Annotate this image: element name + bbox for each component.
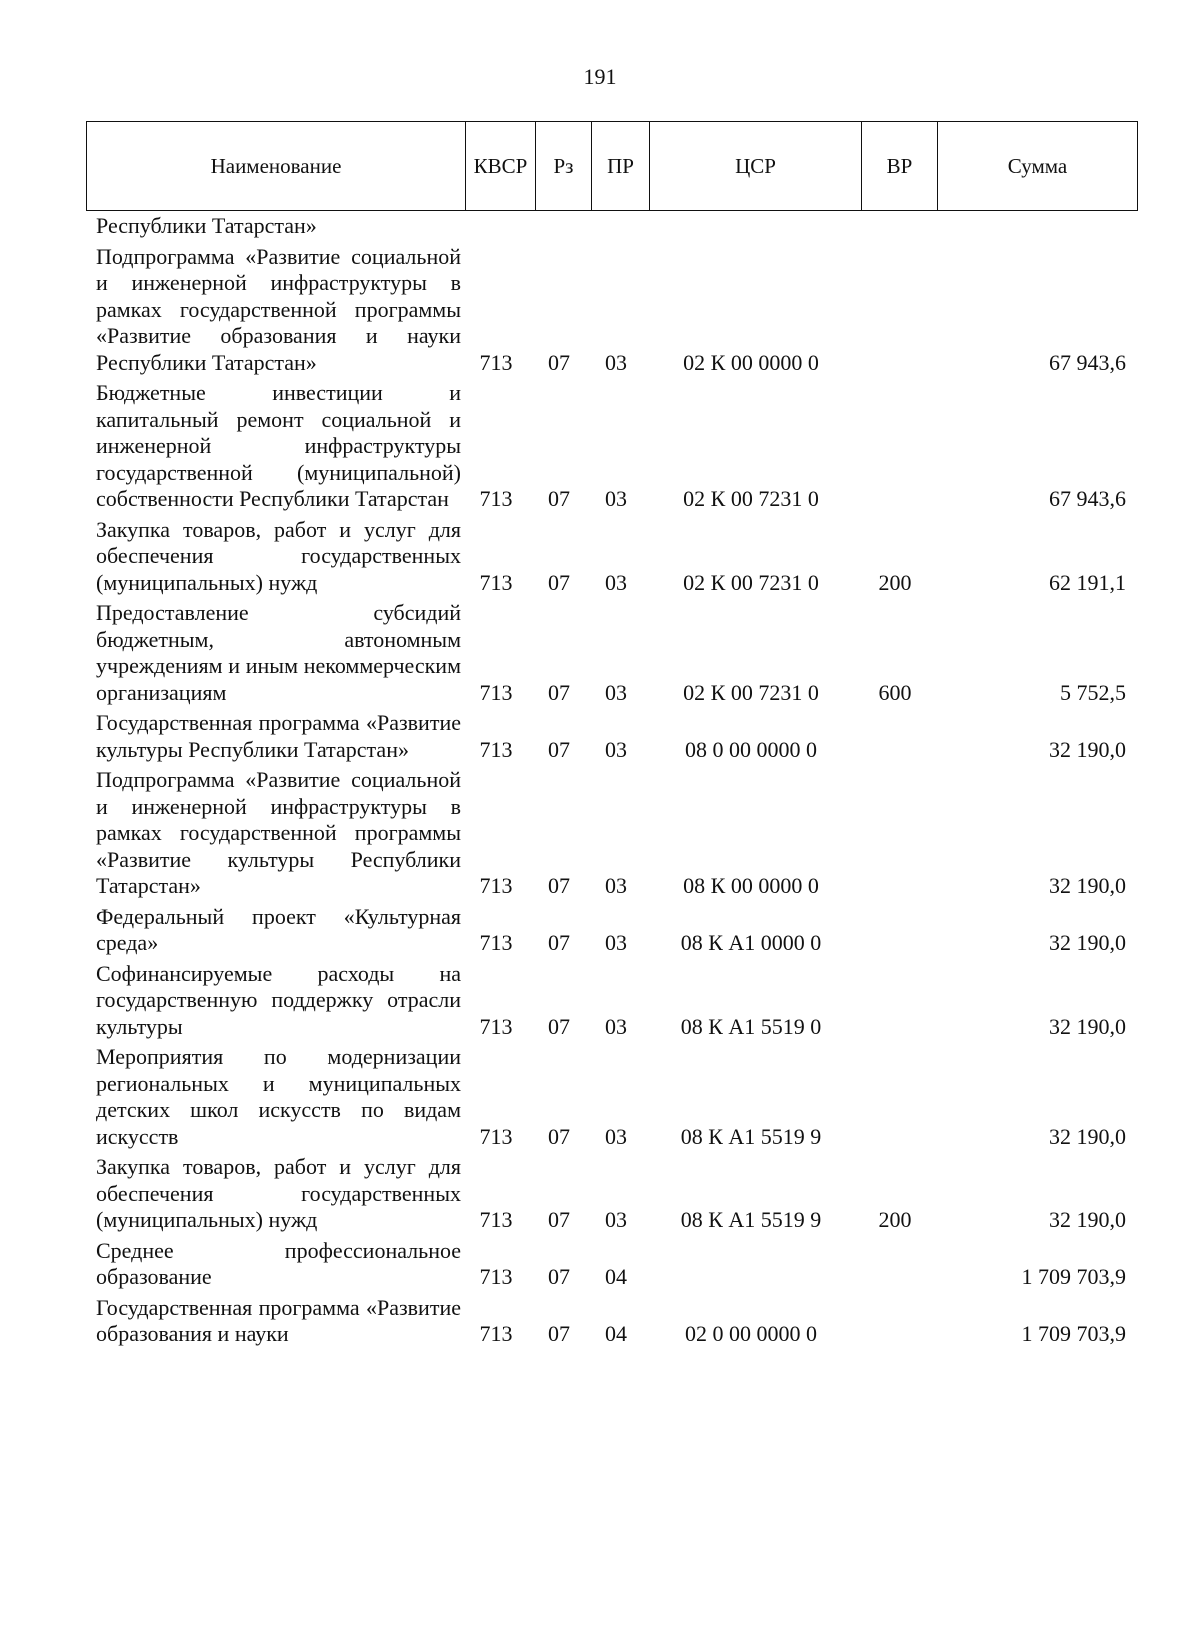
row-pr: 03	[605, 679, 627, 705]
row-sum: 32 190,0	[1049, 1207, 1126, 1232]
row-name: Закупка товаров, работ и услуг для обеспечения государственных (муниципальных) нужд	[96, 1154, 461, 1232]
row-rz: 07	[548, 930, 570, 955]
row-sum: 32 190,0	[1049, 873, 1126, 898]
row-kvsr: 713	[479, 349, 513, 375]
row-csr: 02 К 00 7231 0	[683, 486, 819, 511]
row-kvsr: 713	[479, 1207, 513, 1232]
row-pr: 03	[605, 1207, 627, 1232]
row-csr: 08 К 00 0000 0	[683, 873, 819, 898]
row-kvsr: 713	[479, 1123, 513, 1149]
page-number: 191	[583, 64, 617, 89]
row-name: Софинансируемые расходы на государственную поддержку отрасли культуры	[96, 960, 461, 1039]
table-row	[86, 961, 1138, 1041]
row-sum: 32 190,0	[1049, 1013, 1126, 1039]
table-body	[86, 213, 1138, 1352]
row-kvsr: 713	[479, 1264, 513, 1289]
row-pr: 03	[605, 1013, 627, 1039]
header-csr: ЦСР	[650, 122, 862, 210]
row-sum: 32 190,0	[1049, 930, 1126, 955]
row-csr: 02 К 00 0000 0	[683, 349, 819, 375]
row-name: Подпрограмма «Развитие социальной и инженерной инфраструктуры в рамках государственной программы «Развитие образования и науки Республики Татарстан»	[96, 243, 461, 375]
row-pr: 04	[605, 1264, 627, 1289]
row-vr: 200	[878, 569, 912, 595]
row-name: Республики Татарстан»	[96, 213, 317, 238]
row-kvsr: 713	[479, 679, 513, 705]
table-row	[86, 1154, 1138, 1234]
row-rz: 07	[548, 1013, 570, 1039]
row-kvsr: 713	[479, 873, 513, 898]
row-csr: 02 К 00 7231 0	[683, 679, 819, 705]
row-pr: 03	[605, 569, 627, 595]
row-sum: 62 191,1	[1049, 569, 1126, 595]
row-name: Федеральный проект «Культурная среда»	[96, 903, 461, 955]
row-rz: 07	[548, 1264, 570, 1289]
row-name: Подпрограмма «Развитие социальной и инженерной инфраструктуры в рамках государственной программы «Развитие культуры Республики Татарстан»	[96, 767, 461, 898]
table-row	[86, 517, 1138, 597]
row-rz: 07	[548, 873, 570, 898]
row-csr: 02 0 00 0000 0	[685, 1321, 817, 1346]
row-kvsr: 713	[479, 930, 513, 955]
row-pr: 03	[605, 930, 627, 955]
row-sum: 67 943,6	[1049, 349, 1126, 375]
row-pr: 03	[605, 1123, 627, 1149]
header-pr: ПР	[592, 122, 650, 210]
row-sum: 1 709 703,9	[1021, 1321, 1126, 1346]
row-kvsr: 713	[479, 736, 513, 762]
table-row	[86, 1295, 1138, 1348]
table-row	[86, 380, 1138, 513]
table-row	[86, 767, 1138, 900]
table-row	[86, 244, 1138, 377]
row-pr: 03	[605, 873, 627, 898]
row-name: Предоставление субсидий бюджетным, автономным учреждениям и иным некоммерческим организациям	[96, 600, 461, 705]
table-header	[86, 121, 1138, 211]
header-kvsr: КВСР	[466, 122, 536, 210]
row-vr: 200	[878, 1207, 912, 1232]
table-row	[86, 904, 1138, 957]
row-sum: 67 943,6	[1049, 486, 1126, 511]
table-row	[86, 1044, 1138, 1150]
table-row	[86, 1238, 1138, 1291]
row-csr: 08 К А1 5519 9	[680, 1207, 822, 1232]
row-sum: 1 709 703,9	[1021, 1264, 1126, 1289]
row-rz: 07	[548, 1321, 570, 1346]
row-sum: 32 190,0	[1049, 1123, 1126, 1149]
header-name: Наименование	[87, 122, 466, 210]
row-csr: 08 К А1 5519 0	[680, 1013, 822, 1039]
row-kvsr: 713	[479, 1321, 513, 1346]
row-pr: 03	[605, 486, 627, 511]
row-rz: 07	[548, 349, 570, 375]
row-name: Государственная программа «Развитие образования и науки	[96, 1294, 461, 1346]
table-row	[86, 600, 1138, 706]
row-pr: 04	[605, 1321, 627, 1346]
header-rz: Рз	[536, 122, 592, 210]
row-name: Закупка товаров, работ и услуг для обеспечения государственных (муниципальных) нужд	[96, 516, 461, 595]
table-row	[86, 213, 1138, 240]
row-sum: 32 190,0	[1049, 736, 1126, 762]
row-kvsr: 713	[479, 569, 513, 595]
row-name: Среднее профессиональное образование	[96, 1237, 461, 1289]
row-kvsr: 713	[479, 1013, 513, 1039]
row-name: Бюджетные инвестиции и капитальный ремонт социальной и инженерной инфраструктуры государственной (муниципальной) собственности Республики Татарстан	[96, 380, 461, 511]
row-csr: 08 К А1 5519 9	[680, 1123, 822, 1149]
header-sum: Сумма	[1007, 153, 1068, 178]
row-kvsr: 713	[479, 486, 513, 511]
row-csr: 08 К А1 0000 0	[680, 930, 822, 955]
row-rz: 07	[548, 1123, 570, 1149]
row-pr: 03	[605, 349, 627, 375]
row-rz: 07	[548, 1207, 570, 1232]
row-vr: 600	[878, 679, 912, 705]
row-csr: 08 0 00 0000 0	[685, 736, 817, 762]
row-pr: 03	[605, 736, 627, 762]
table-row	[86, 710, 1138, 763]
row-rz: 07	[548, 486, 570, 511]
row-rz: 07	[548, 736, 570, 762]
row-name: Мероприятия по модернизации региональных и муниципальных детских школ искусств по видам искусств	[96, 1044, 461, 1149]
row-name: Государственная программа «Развитие культуры Республики Татарстан»	[96, 710, 461, 762]
row-rz: 07	[548, 569, 570, 595]
row-rz: 07	[548, 679, 570, 705]
header-vr: ВР	[862, 122, 938, 210]
row-csr: 02 К 00 7231 0	[683, 569, 819, 595]
row-sum: 5 752,5	[1060, 679, 1126, 705]
